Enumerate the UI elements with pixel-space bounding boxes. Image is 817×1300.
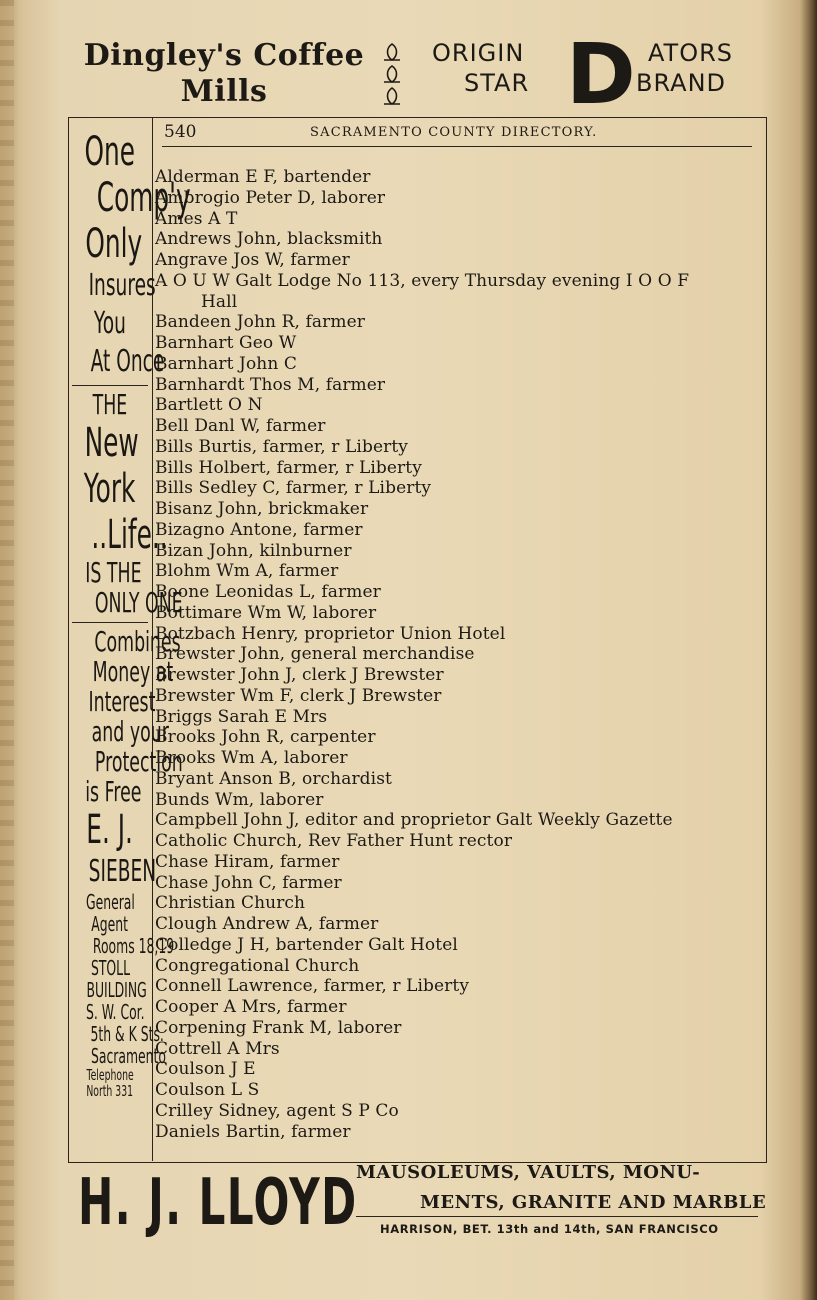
directory-entry: Bizan John, kilnburner bbox=[155, 540, 352, 561]
side-line: IS THE bbox=[85, 556, 142, 589]
directory-entry: Crilley Sidney, agent S P Co bbox=[155, 1100, 399, 1121]
side-line: Interest bbox=[88, 685, 156, 718]
dingley-coffee-ad bbox=[74, 38, 374, 110]
header-advertisement bbox=[60, 25, 770, 123]
sidebar-divider bbox=[72, 385, 148, 386]
directory-entry: Cottrell A Mrs bbox=[155, 1038, 280, 1059]
side-line: Sacramento bbox=[90, 1044, 166, 1068]
directory-entry: Catholic Church, Rev Father Hunt rector bbox=[155, 831, 513, 851]
directory-entry: Brewster Wm F, clerk J Brewster bbox=[155, 685, 442, 706]
footer-ad-line1: MAUSOLEUMS, VAULTS, MONU- bbox=[356, 1162, 701, 1183]
directory-entry: A O U W Galt Lodge No 113, every Thursday evening I O O F bbox=[155, 270, 690, 291]
directory-entry-continuation: Hall bbox=[201, 291, 238, 312]
directory-entry: Corpening Frank M, laborer bbox=[155, 1017, 402, 1038]
sidebar-divider bbox=[72, 622, 148, 623]
directory-entry: Daniels Bartin, farmer bbox=[155, 1121, 351, 1142]
directory-entry: Bell Danl W, farmer bbox=[155, 416, 326, 436]
page-binding-edge bbox=[0, 0, 14, 1300]
side-line: New bbox=[84, 420, 139, 466]
directory-entries bbox=[155, 167, 760, 1142]
side-line: ..Life.. bbox=[91, 512, 168, 558]
directory-entry: Chase Hiram, farmer bbox=[155, 851, 340, 872]
directory-entry: Blohm Wm A, farmer bbox=[155, 561, 339, 582]
directory-entry: Bizagno Antone, farmer bbox=[155, 519, 363, 540]
side-line: Combines bbox=[94, 625, 181, 658]
directory-entry: Coulson L S bbox=[155, 1080, 260, 1100]
lloyd-name-text: H. J. LLOYD bbox=[78, 1166, 358, 1240]
directory-entry: Brooks Wm A, laborer bbox=[155, 748, 348, 768]
directory-entry: Congregational Church bbox=[155, 955, 360, 976]
side-line: Protection bbox=[94, 745, 183, 778]
footer-address-rule bbox=[356, 1216, 758, 1217]
side-line: BUILDING bbox=[86, 978, 147, 1002]
side-line: STOLL bbox=[90, 956, 130, 980]
directory-entry: Angrave Jos W, farmer bbox=[155, 250, 350, 270]
brand-word: BRAND bbox=[636, 69, 727, 97]
directory-entry: Bunds Wm, laborer bbox=[155, 789, 324, 810]
side-line: THE bbox=[92, 388, 128, 421]
directory-entry: Brooks John R, carpenter bbox=[155, 727, 376, 748]
side-line: Money at bbox=[92, 655, 174, 688]
side-line: General bbox=[85, 890, 135, 914]
directory-entry: Ames A T bbox=[155, 208, 238, 229]
directory-entry: Chase John C, farmer bbox=[155, 872, 342, 893]
side-line: 5th & K Sts. bbox=[90, 1022, 164, 1046]
directory-entry: Clough Andrew A, farmer bbox=[155, 914, 379, 934]
directory-entry: Connell Lawrence, farmer, r Liberty bbox=[155, 976, 470, 997]
side-line: S. W. Cor. bbox=[85, 1000, 145, 1024]
directory-entry: Bills Holbert, farmer, r Liberty bbox=[155, 457, 422, 478]
originators-right-text bbox=[636, 38, 733, 98]
directory-entry: Coulson J E bbox=[155, 1059, 256, 1080]
directory-entry: Bills Burtis, farmer, r Liberty bbox=[155, 436, 408, 457]
side-line: North 331 bbox=[86, 1082, 134, 1100]
side-line: E. J. bbox=[86, 807, 134, 853]
directory-entry: Barnhardt Thos M, farmer bbox=[155, 374, 386, 395]
directory-entry: Botzbach Henry, proprietor Union Hotel bbox=[155, 623, 506, 644]
directory-entry: Bisanz John, brickmaker bbox=[155, 499, 369, 519]
directory-entry: Briggs Sarah E Mrs bbox=[155, 706, 328, 727]
footer-address: HARRISON, BET. 13th and 14th, SAN FRANCISCO bbox=[380, 1222, 719, 1236]
ators-word: ATORS bbox=[648, 39, 734, 67]
side-line: Comp'y bbox=[96, 175, 191, 221]
directory-entry: Christian Church bbox=[155, 893, 306, 914]
directory-entry: Brewster John, general merchandise bbox=[155, 644, 475, 665]
directory-entry: Bryant Anson B, orchardist bbox=[155, 768, 392, 789]
side-line: You bbox=[93, 306, 127, 341]
footer-ad-line2: MENTS, GRANITE AND MARBLE bbox=[420, 1192, 767, 1213]
directory-entry: Colledge J H, bartender Galt Hotel bbox=[155, 934, 458, 955]
side-line: ONLY ONE bbox=[94, 586, 183, 619]
origin-word: ORIGIN bbox=[432, 39, 525, 67]
directory-entry: Bartlett O N bbox=[155, 395, 263, 416]
directory-entry: Campbell John J, editor and proprietor Galt Weekly Gazette bbox=[155, 810, 673, 831]
wheat-ornament-icon bbox=[378, 40, 406, 112]
directory-entry: Boone Leonidas L, farmer bbox=[155, 582, 381, 602]
side-line: is Free bbox=[85, 775, 142, 808]
side-line: Rooms 18,19 bbox=[92, 934, 175, 958]
directory-entry: Bottimare Wm W, laborer bbox=[155, 602, 377, 623]
side-line: Only bbox=[85, 221, 143, 267]
directory-entry: Ambrogio Peter D, laborer bbox=[155, 187, 386, 208]
side-line: SIEBEN bbox=[88, 854, 157, 889]
directory-entry: Barnhart Geo W bbox=[155, 333, 297, 353]
side-line: Agent bbox=[91, 912, 129, 936]
side-line: One bbox=[84, 129, 136, 175]
directory-entry: Alderman E F, bartender bbox=[155, 167, 371, 187]
star-word: STAR bbox=[464, 69, 530, 97]
side-line: Telephone bbox=[86, 1066, 134, 1084]
page-number: 540 bbox=[164, 122, 197, 142]
dingley-line2: Mills bbox=[180, 74, 268, 109]
page-heading bbox=[162, 122, 752, 147]
directory-entry: Andrews John, blacksmith bbox=[155, 229, 383, 250]
directory-entry: Barnhart John C bbox=[155, 353, 298, 374]
directory-entry: Bandeen John R, farmer bbox=[155, 312, 365, 333]
big-letter-d: D bbox=[566, 25, 636, 123]
side-line: York bbox=[84, 466, 136, 512]
running-title: SACRAMENTO COUNTY DIRECTORY. bbox=[310, 125, 598, 140]
directory-entry: Cooper A Mrs, farmer bbox=[155, 997, 347, 1017]
lloyd-name bbox=[78, 1166, 358, 1240]
directory-entry: Bills Sedley C, farmer, r Liberty bbox=[155, 478, 432, 499]
side-line: At Once bbox=[90, 344, 165, 379]
originators-left-text bbox=[432, 38, 529, 98]
side-line: Insures bbox=[88, 268, 156, 303]
directory-entry: Brewster John J, clerk J Brewster bbox=[155, 665, 444, 685]
dingley-line1: Dingley's Coffee bbox=[83, 38, 365, 73]
side-line: and your bbox=[91, 715, 169, 748]
